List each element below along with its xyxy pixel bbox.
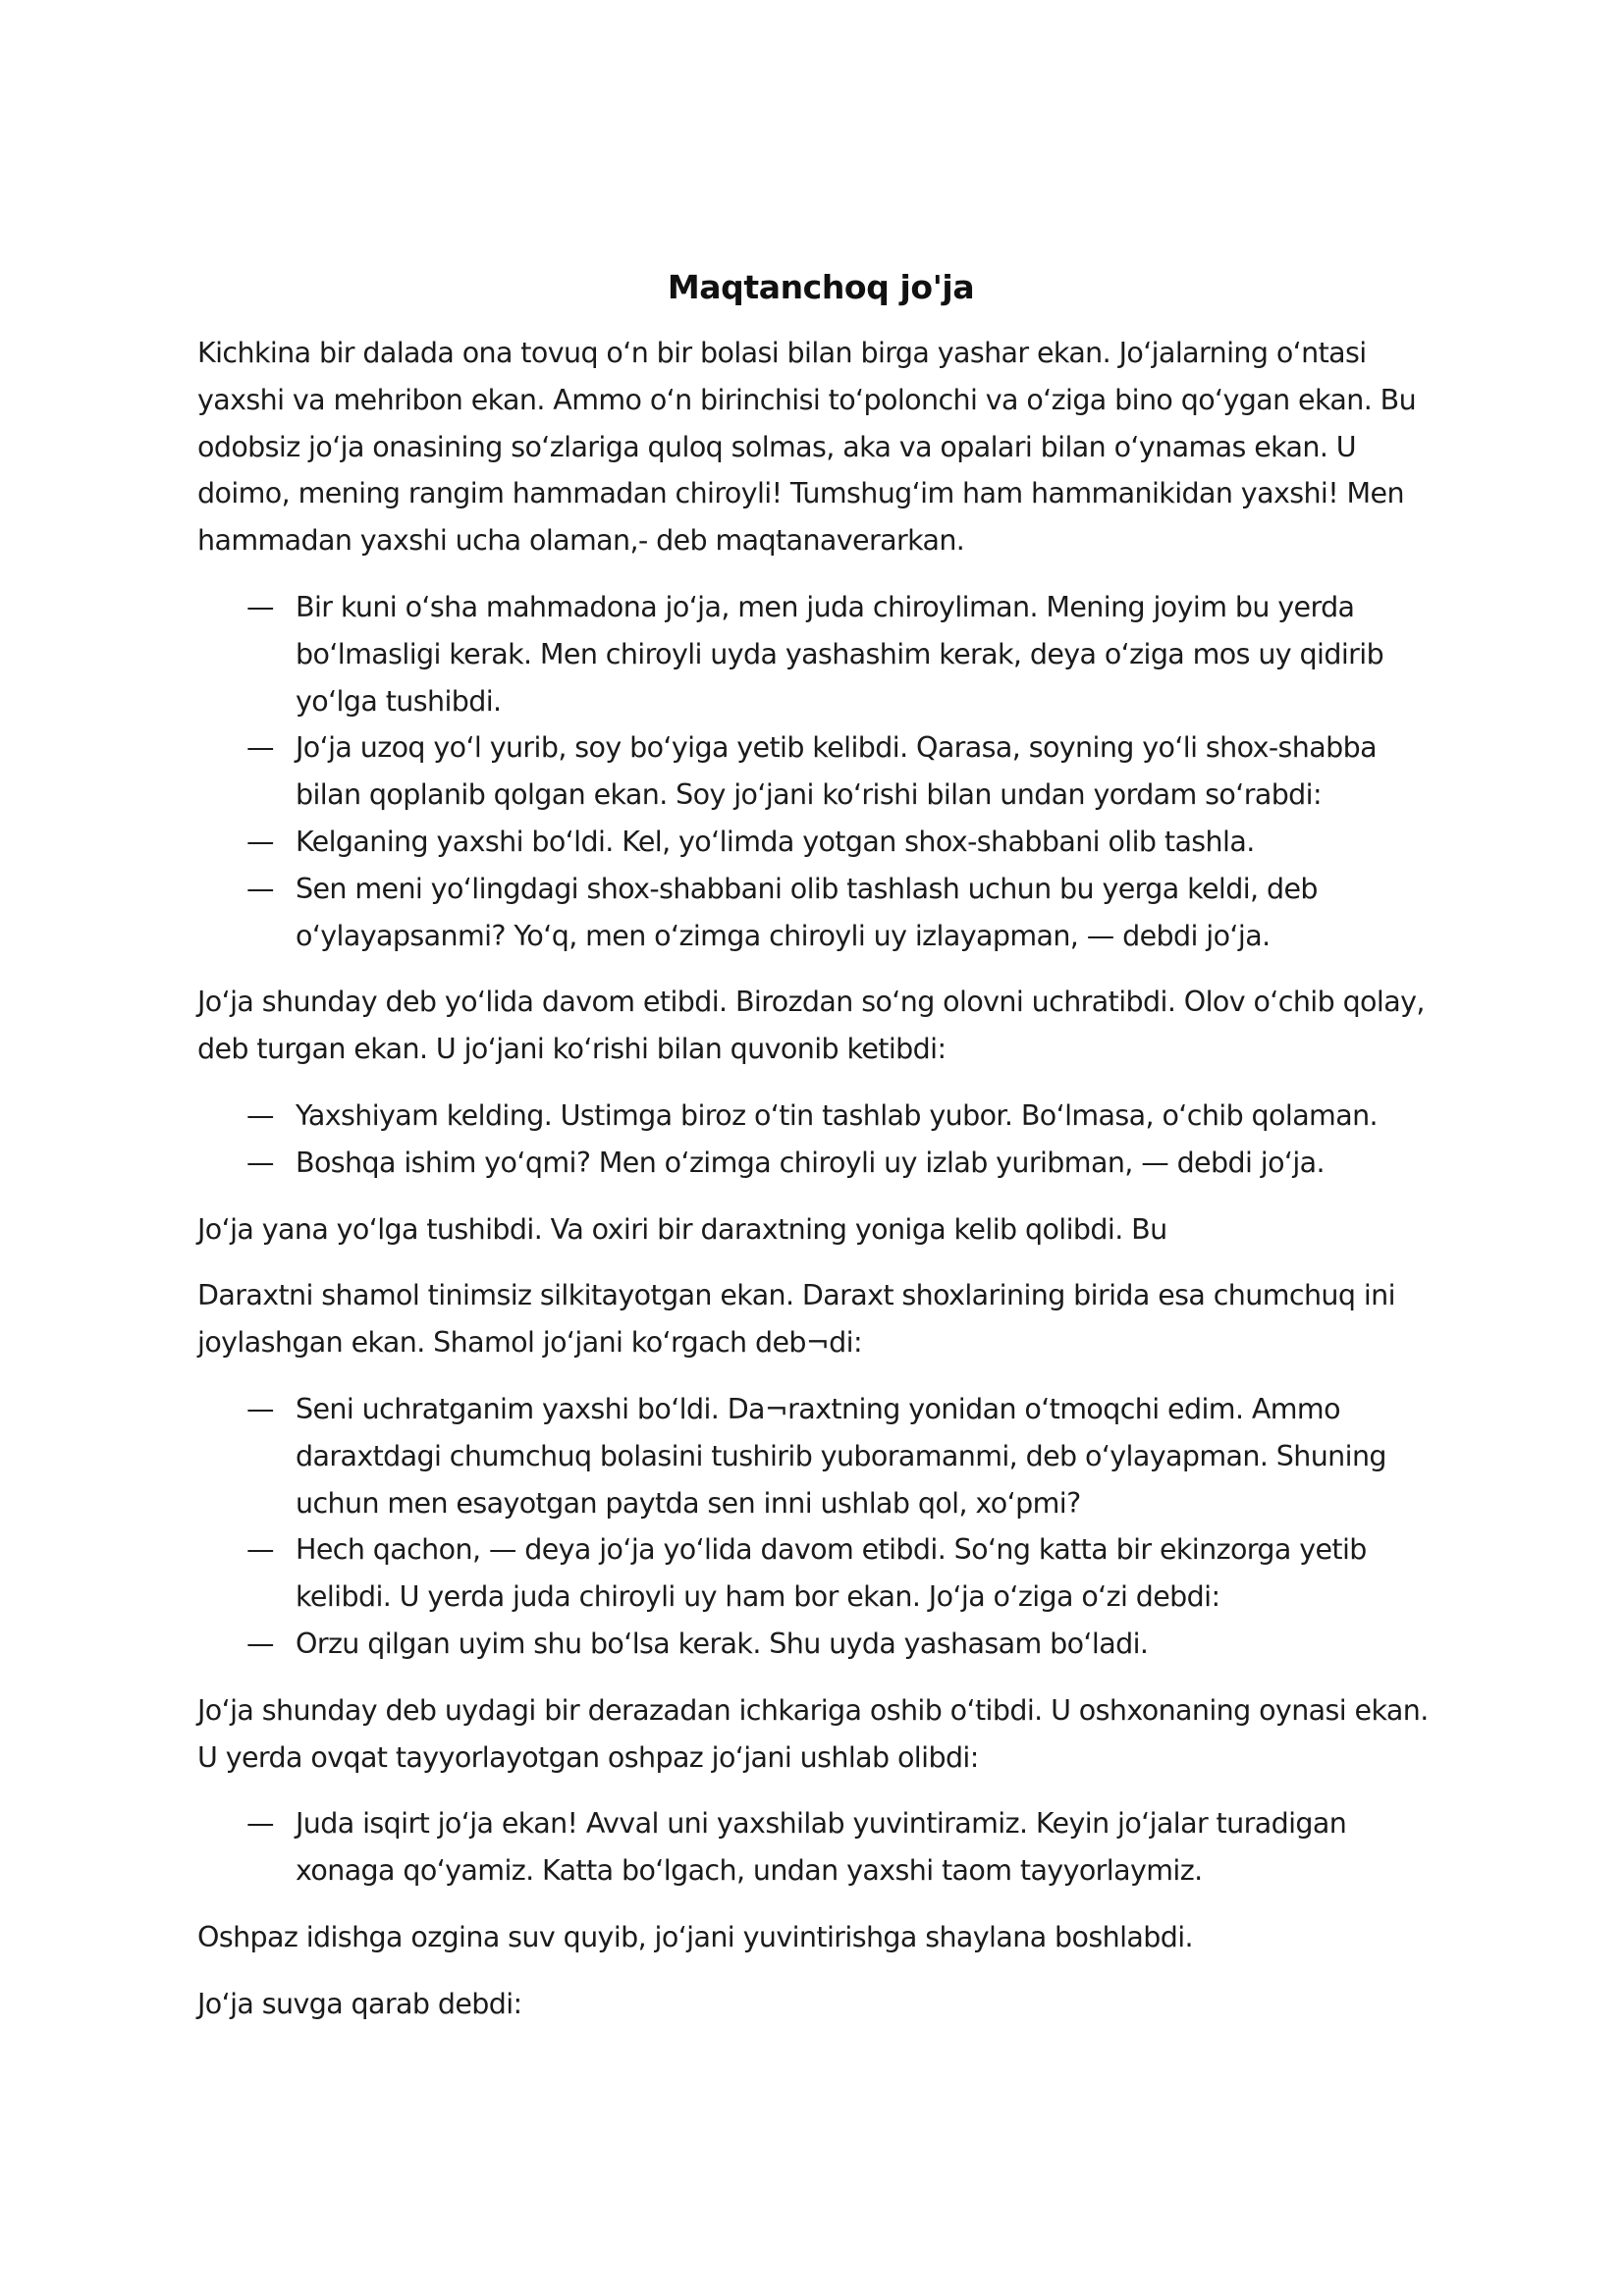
dash-marker: — xyxy=(246,1627,274,1660)
paragraph: Jo‘ja shunday deb uydagi bir derazadan ichkariga oshib o‘tibdi. U oshxonaning oynasi ekan. U yerda ovqat tayyorlayotgan oshpaz jo‘jani ushlab olibdi: xyxy=(197,1693,1429,1774)
paragraph: Kichkina bir dalada ona tovuq o‘n bir bolasi bilan birga yashar ekan. Jo‘jalarning o‘ntasi yaxshi va mehribon ekan. Ammo o‘n birinchisi to‘polonchi va o‘ziga bino qo‘ygan ekan. Bu odobsiz jo‘ja onasining so‘zlariga quloq solmas, aka va opalari bilan o‘ynamas ekan. U doimo, mening rangim hammadan chiroyli! Tumshug‘im ham hammanikidan yaxshi! Men hammadan yaxshi ucha olaman,- deb maqtanaverarkan. xyxy=(197,337,1417,558)
dialogue-item xyxy=(197,866,1444,960)
dialogue-item xyxy=(197,1386,1444,1526)
paragraph: Jo‘ja suvga qarab debdi: xyxy=(197,1987,522,2020)
dialogue-text: Juda isqirt jo‘ja ekan! Avval uni yaxshilab yuvintiramiz. Keyin jo‘jalar turadigan xonaga qo‘yamiz. Katta bo‘lgach, undan yaxshi taom tayyorlaymiz. xyxy=(296,1807,1347,1888)
dialogue-list xyxy=(197,1800,1444,1895)
dialogue-text: Bir kuni o‘sha mahmadona jo‘ja, men juda chiroyliman. Mening joyim bu yerda bo‘lmasligi kerak. Men chiroyli uyda yashashim kerak, deya o‘ziga mos uy qidirib yo‘lga tushibdi. xyxy=(296,590,1384,718)
dialogue-text: Yaxshiyam kelding. Ustimga biroz o‘tin tashlab yubor. Bo‘lmasa, o‘chib qolaman. xyxy=(296,1098,1379,1132)
dash-marker: — xyxy=(246,1146,274,1179)
dialogue-item xyxy=(197,819,1444,866)
dialogue-item xyxy=(197,1140,1444,1187)
dash-marker: — xyxy=(246,825,274,858)
dialogue-item xyxy=(197,584,1444,724)
dialogue-text: Boshqa ishim yo‘qmi? Men o‘zimga chiroyli uy izlab yuribman, — debdi jo‘ja. xyxy=(296,1146,1326,1179)
dialogue-item xyxy=(197,724,1444,819)
paragraph: Jo‘ja yana yo‘lga tushibdi. Va oxiri bir daraxtning yoniga kelib qolibdi. Bu xyxy=(197,1212,1167,1246)
dialogue-item xyxy=(197,1526,1444,1621)
paragraph: Jo‘ja shunday deb yo‘lida davom etibdi. Birozdan so‘ng olovni uchratibdi. Olov o‘chib qolay, deb turgan ekan. U jo‘jani ko‘rishi bilan quvonib ketibdi: xyxy=(197,986,1425,1066)
dialogue-item xyxy=(197,1093,1444,1140)
dash-marker: — xyxy=(246,1098,274,1132)
dialogue-item xyxy=(197,1800,1444,1895)
paragraph: Oshpaz idishga ozgina suv quyib, jo‘jani yuvintirishga shaylana boshlabdi. xyxy=(197,1920,1194,1953)
dialogue-text: Orzu qilgan uyim shu bo‘lsa kerak. Shu uyda yashasam bo‘ladi. xyxy=(296,1627,1149,1660)
dash-marker: — xyxy=(246,872,274,905)
dash-marker: — xyxy=(246,731,274,765)
dash-marker: — xyxy=(246,1392,274,1425)
dialogue-item xyxy=(197,1621,1444,1668)
dialogue-text: Kelganing yaxshi bo‘ldi. Kel, yo‘limda yotgan shox-shabbani olib tashla. xyxy=(296,825,1255,858)
dialogue-text: Sen meni yo‘lingdagi shox-shabbani olib tashlash uchun bu yerga keldi, deb o‘ylayapsanmi? Yo‘q, men o‘zimga chiroyli uy izlayapman, — debdi jo‘ja. xyxy=(296,872,1318,952)
dialogue-text: Jo‘ja uzoq yo‘l yurib, soy bo‘yiga yetib kelibdi. Qarasa, soyning yo‘li shox-shabba bilan qoplanib qolgan ekan. Soy jo‘jani ko‘rishi bilan undan yordam so‘rabdi: xyxy=(296,731,1377,812)
dialogue-list xyxy=(197,1386,1444,1668)
dialogue-list xyxy=(197,584,1444,959)
dash-marker: — xyxy=(246,1807,274,1841)
dialogue-text: Hech qachon, — deya jo‘ja yo‘lida davom etibdi. So‘ng katta bir ekinzorga yetib kelibdi. U yerda juda chiroyli uy ham bor ekan. Jo‘ja o‘ziga o‘zi debdi: xyxy=(296,1533,1367,1614)
dialogue-text: Seni uchratganim yaxshi bo‘ldi. Da¬raxtning yonidan o‘tmoqchi edim. Ammo daraxtdagi chumchuq bolasini tushirib yuboramanmi, deb o‘ylayapman. Shuning uchun men esayotgan paytda sen inni ushlab qol, xo‘pmi? xyxy=(296,1392,1386,1520)
dialogue-list xyxy=(197,1093,1444,1187)
document-page xyxy=(197,263,1444,2048)
dash-marker: — xyxy=(246,1533,274,1567)
dash-marker: — xyxy=(246,590,274,623)
page-title: Maqtanchoq jo'ja xyxy=(667,268,975,306)
paragraph: Daraxtni shamol tinimsiz silkitayotgan ekan. Daraxt shoxlarining birida esa chumchuq ini joylashgan ekan. Shamol jo‘jani ko‘rgach deb¬di: xyxy=(197,1279,1395,1360)
